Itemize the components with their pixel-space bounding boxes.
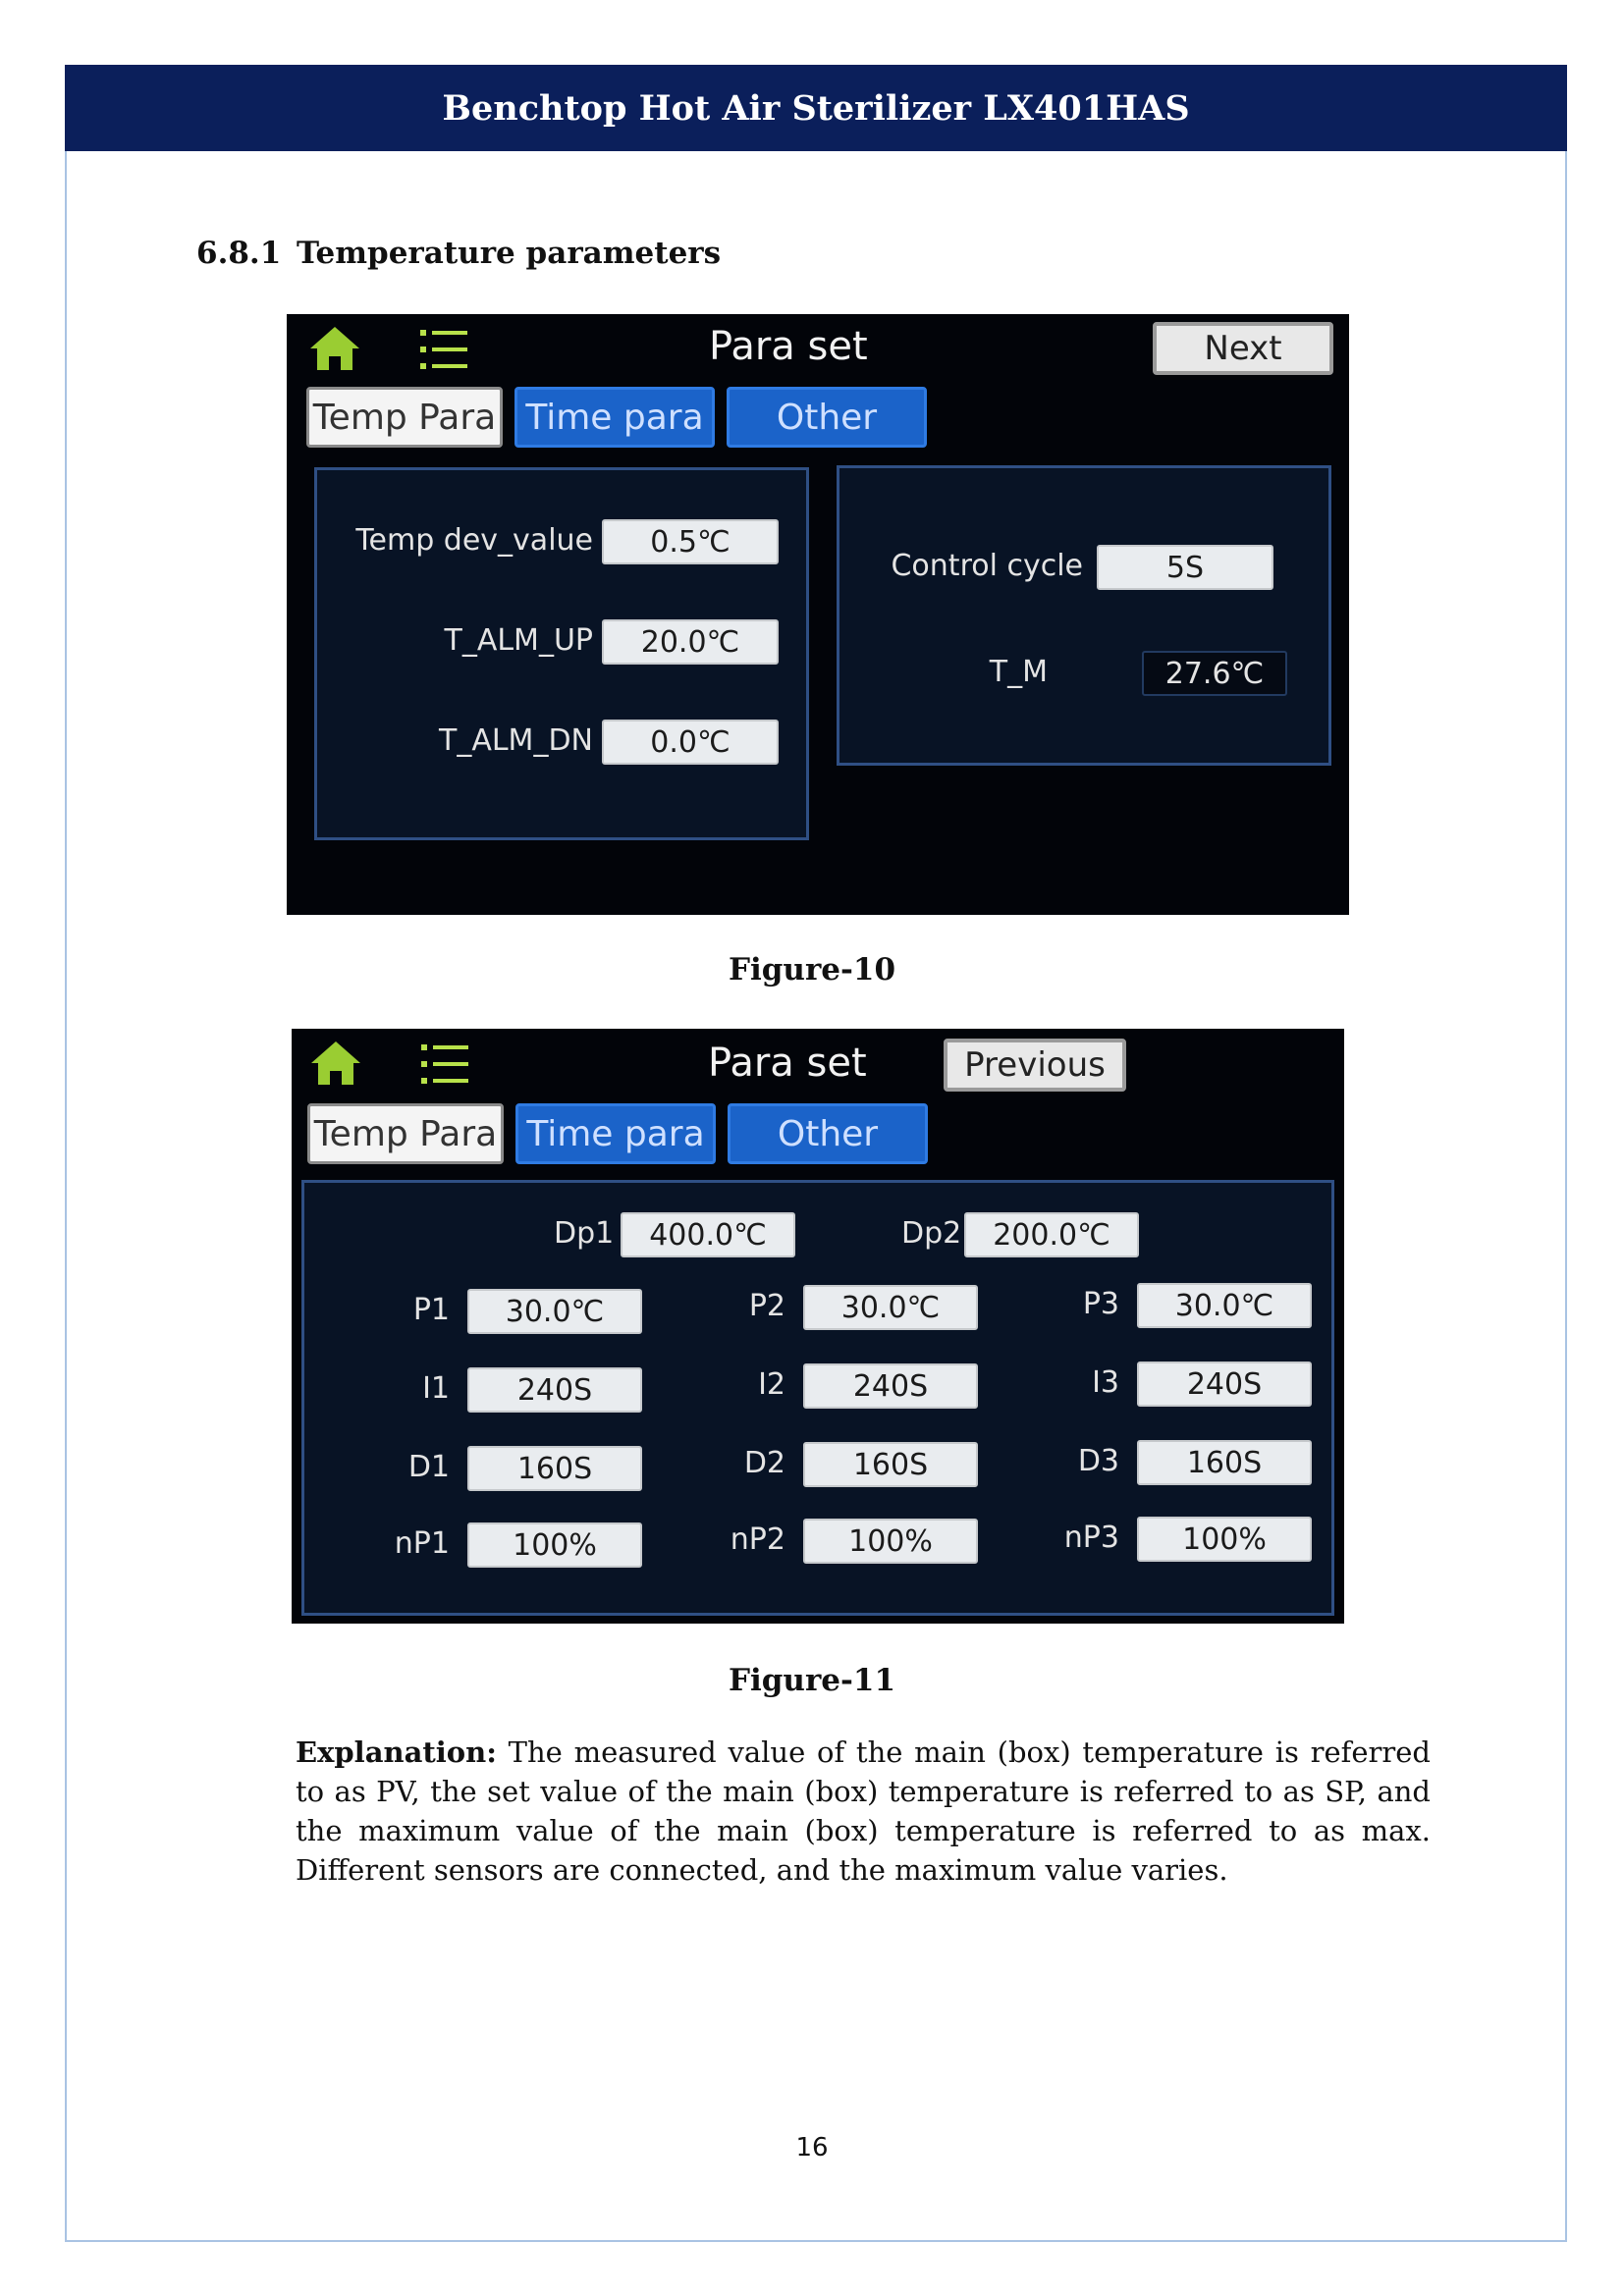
dp1-label: Dp1: [554, 1216, 615, 1251]
previous-button[interactable]: Previous: [944, 1039, 1126, 1092]
p3-field[interactable]: 30.0℃: [1137, 1283, 1312, 1328]
p2-label: P2: [748, 1289, 785, 1323]
p1-field[interactable]: 30.0℃: [467, 1289, 642, 1334]
page-number: 16: [795, 2133, 829, 2163]
document-header: [65, 65, 1567, 151]
control-cycle-label: Control cycle: [891, 549, 1083, 583]
d3-field[interactable]: 160S: [1137, 1440, 1312, 1485]
dp2-field[interactable]: 200.0℃: [964, 1212, 1139, 1257]
tab-time-para[interactable]: Time para: [515, 1103, 716, 1164]
section-heading: [196, 236, 721, 271]
p3-label: P3: [1082, 1287, 1119, 1321]
explanation-text: The measured value of the main (box) temperature is referred to as PV, the set value of the main (box) temperature is referred to as SP, and the maximum value of the main (box) temperature is referred to as max. Different sensors are connected, and the maximum value varies.: [296, 1735, 1431, 1887]
t-m-label: T_M: [989, 655, 1048, 689]
temp-dev-value-label: Temp dev_value: [355, 523, 593, 558]
d1-field[interactable]: 160S: [467, 1446, 642, 1491]
t-alm-dn-label: T_ALM_DN: [439, 723, 593, 758]
document-title: Benchtop Hot Air Sterilizer LX401HAS: [442, 87, 1190, 129]
t-alm-dn-field[interactable]: 0.0℃: [602, 720, 779, 765]
figure-10-caption: Figure-10: [728, 952, 896, 988]
t-alm-up-label: T_ALM_UP: [444, 623, 593, 658]
i3-label: I3: [1092, 1365, 1119, 1400]
figure-10-screen: [287, 314, 1349, 915]
tab-temp-para[interactable]: Temp Para: [306, 387, 503, 448]
menu-list-icon[interactable]: [420, 328, 469, 371]
i3-field[interactable]: 240S: [1137, 1362, 1312, 1407]
i1-label: I1: [422, 1371, 450, 1406]
figure-11-screen: [292, 1029, 1344, 1624]
screen-title: Para set: [709, 324, 868, 369]
tab-time-para[interactable]: Time para: [514, 387, 715, 448]
d2-label: D2: [743, 1446, 785, 1480]
explanation-paragraph: [296, 1733, 1431, 1890]
t-m-readout: 27.6℃: [1142, 651, 1287, 696]
control-cycle-field[interactable]: 5S: [1097, 545, 1273, 590]
t-alm-up-field[interactable]: 20.0℃: [602, 619, 779, 665]
dp2-label: Dp2: [901, 1216, 962, 1251]
explanation-lead: Explanation:: [296, 1735, 497, 1769]
dp1-field[interactable]: 400.0℃: [621, 1212, 795, 1257]
i2-label: I2: [758, 1367, 785, 1402]
control-panel: [837, 465, 1331, 766]
section-title: Temperature parameters: [297, 236, 722, 271]
tab-temp-para[interactable]: Temp Para: [307, 1103, 504, 1164]
np1-label: nP1: [394, 1526, 450, 1561]
d1-label: D1: [407, 1450, 450, 1484]
np2-field[interactable]: 100%: [803, 1519, 978, 1564]
screen-title: Para set: [708, 1041, 867, 1086]
i2-field[interactable]: 240S: [803, 1363, 978, 1409]
d2-field[interactable]: 160S: [803, 1442, 978, 1487]
tab-other[interactable]: Other: [728, 1103, 928, 1164]
temperature-alarm-panel: [314, 467, 809, 840]
home-icon[interactable]: [309, 1039, 362, 1088]
np1-field[interactable]: 100%: [467, 1522, 642, 1568]
next-button[interactable]: Next: [1153, 322, 1333, 375]
temp-dev-value-field[interactable]: 0.5℃: [602, 519, 779, 564]
home-icon[interactable]: [308, 324, 361, 373]
np3-label: nP3: [1063, 1521, 1119, 1555]
p2-field[interactable]: 30.0℃: [803, 1285, 978, 1330]
figure-11-caption: Figure-11: [728, 1663, 896, 1698]
p1-label: P1: [412, 1293, 450, 1327]
tab-other[interactable]: Other: [727, 387, 927, 448]
np3-field[interactable]: 100%: [1137, 1517, 1312, 1562]
np2-label: nP2: [730, 1522, 785, 1557]
pid-parameters-panel: [301, 1180, 1334, 1616]
section-number: 6.8.1: [196, 236, 282, 271]
i1-field[interactable]: 240S: [467, 1367, 642, 1413]
menu-list-icon[interactable]: [421, 1042, 470, 1086]
d3-label: D3: [1077, 1444, 1119, 1478]
